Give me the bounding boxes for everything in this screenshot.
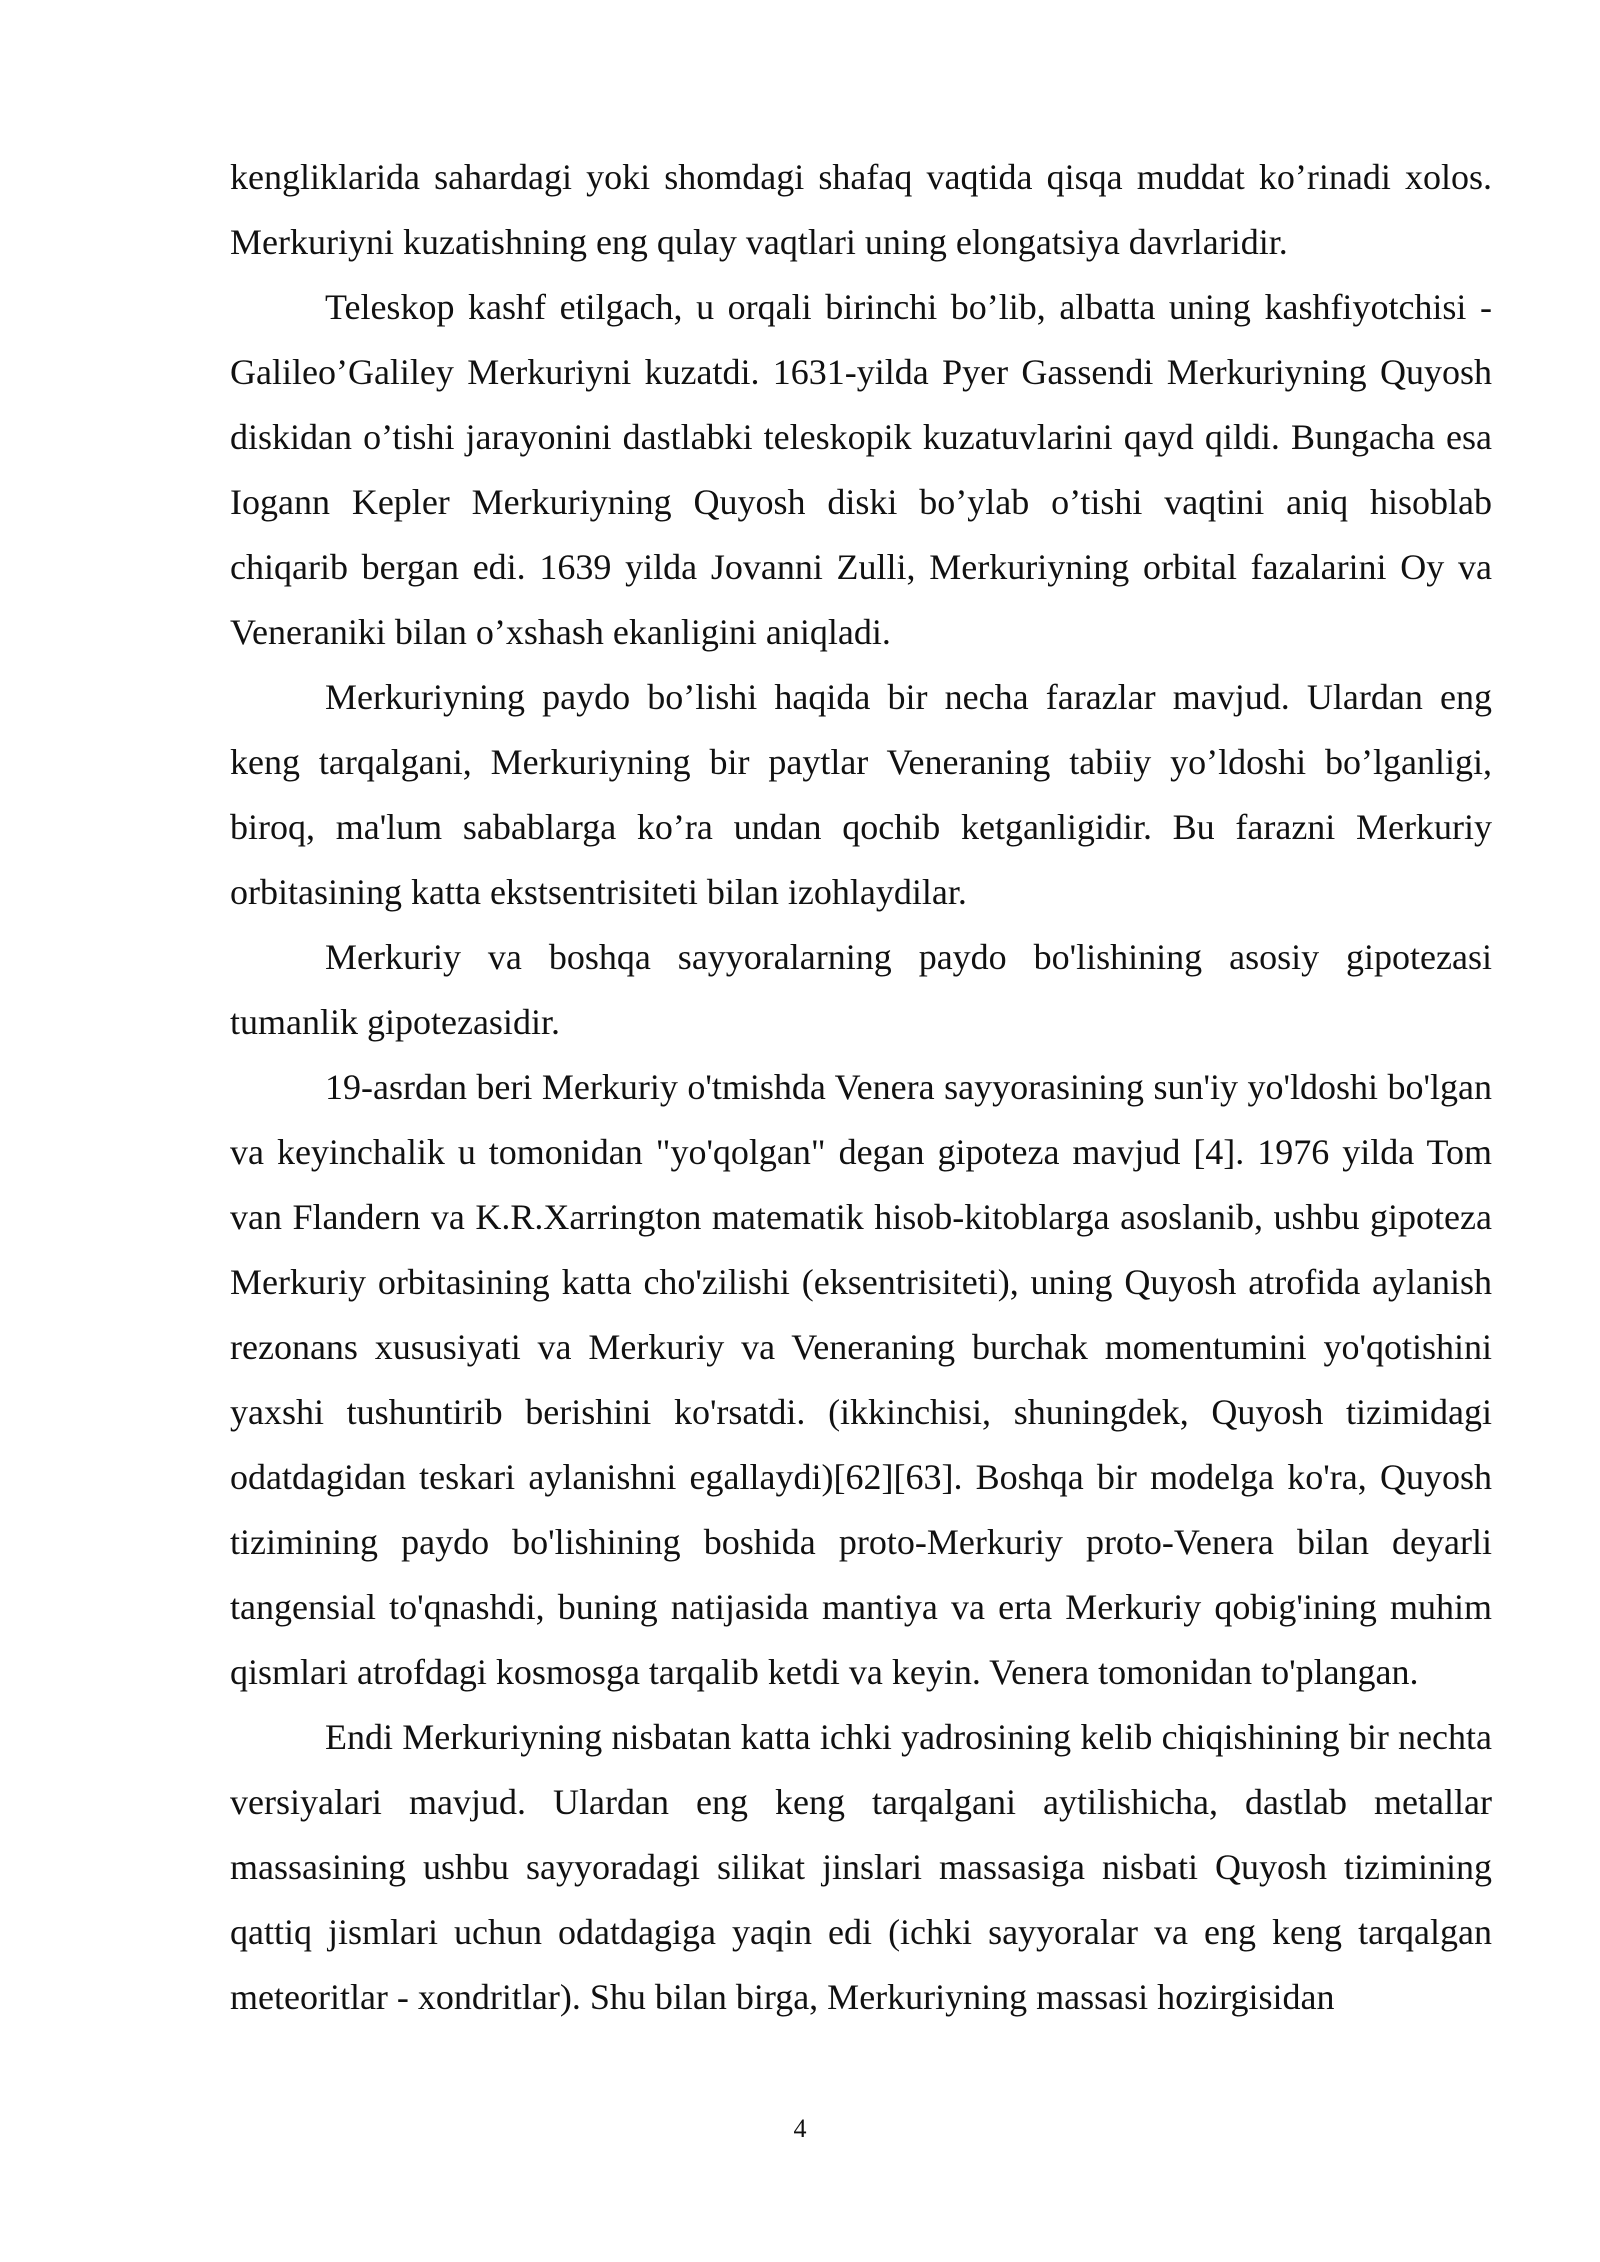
document-body — [230, 145, 1492, 2030]
paragraph-venus-satellite-hypothesis: 19-asrdan beri Merkuriy o'tmishda Venera sayyorasining sun'iy yo'ldoshi bo'lgan va keyinchalik u tomonidan "yo'qolgan" degan gipoteza mavjud [4]. 1976 yilda Tom van Flandern va K.R.Xarrington matematik hisob-kitoblarga asoslanib, ushbu gipoteza Merkuriy orbitasining katta cho'zilishi (eksentrisiteti), uning Quyosh atrofida aylanish rezonans xususiyati va Merkuriy va Veneraning burchak momentumini yo'qotishini yaxshi tushuntirib berishini ko'rsatdi. (ikkinchisi, shuningdek, Quyosh tizimidagi odatdagidan teskari aylanishni egallaydi)[62][63]. Boshqa bir modelga ko'ra, Quyosh tizimining paydo bo'lishining boshida proto-Merkuriy proto-Venera bilan deyarli tangensial to'qnashdi, buning natijasida mantiya va erta Merkuriy qobig'ining muhim qismlari atrofdagi kosmosga tarqalib ketdi va keyin. Venera tomonidan to'plangan. — [230, 1067, 1492, 1692]
paragraph-origin-hypotheses: Merkuriyning paydo bo’lishi haqida bir necha farazlar mavjud. Ulardan eng keng tarqalgani, Merkuriyning bir paytlar Veneraning tabiiy yo’ldoshi bo’lganligi, biroq, ma'lum sabablarga ko’ra undan qochib ketganligidir. Bu farazni Merkuriy orbitasining katta ekstsentrisiteti bilan izohlaydilar. — [230, 677, 1492, 912]
paragraph-continued: kengliklarida sahardagi yoki shomdagi shafaq vaqtida qisqa muddat ko’rinadi xolos. Merkuriyni kuzatishning eng qulay vaqtlari uning elongatsiya davrlaridir. — [230, 157, 1492, 262]
paragraph-telescope-history: Teleskop kashf etilgach, u orqali birinchi bo’lib, albatta uning kashfiyotchisi - Galileo’Galiley Merkuriyni kuzatdi. 1631-yilda Pyer Gassendi Merkuriyning Quyosh diskidan o’tishi jarayonini dastlabki teleskopik kuzatuvlarini qayd qildi. Bungacha esa Iogann Kepler Merkuriyning Quyosh diski bo’ylab o’tishi vaqtini aniq hisoblab chiqarib bergan edi. 1639 yilda Jovanni Zulli, Merkuriyning orbital fazalarini Oy va Veneraniki bilan o’xshash ekanligini aniqladi. — [230, 287, 1492, 652]
paragraph-nebular-hypothesis: Merkuriy va boshqa sayyoralarning paydo bo'lishining asosiy gipotezasi tumanlik gipotezasidir. — [230, 937, 1492, 1042]
paragraph-core-origin: Endi Merkuriyning nisbatan katta ichki yadrosining kelib chiqishining bir nechta versiyalari mavjud. Ulardan eng keng tarqalgani aytilishicha, dastlab metallar massasining ushbu sayyoradagi silikat jinslari massasiga nisbati Quyosh tizimining qattiq jismlari uchun odatdagiga yaqin edi (ichki sayyoralar va eng keng tarqalgan meteoritlar - xondritlar). Shu bilan birga, Merkuriyning massasi hozirgisidan — [230, 1717, 1492, 2017]
page-number: 4 — [793, 2114, 807, 2143]
